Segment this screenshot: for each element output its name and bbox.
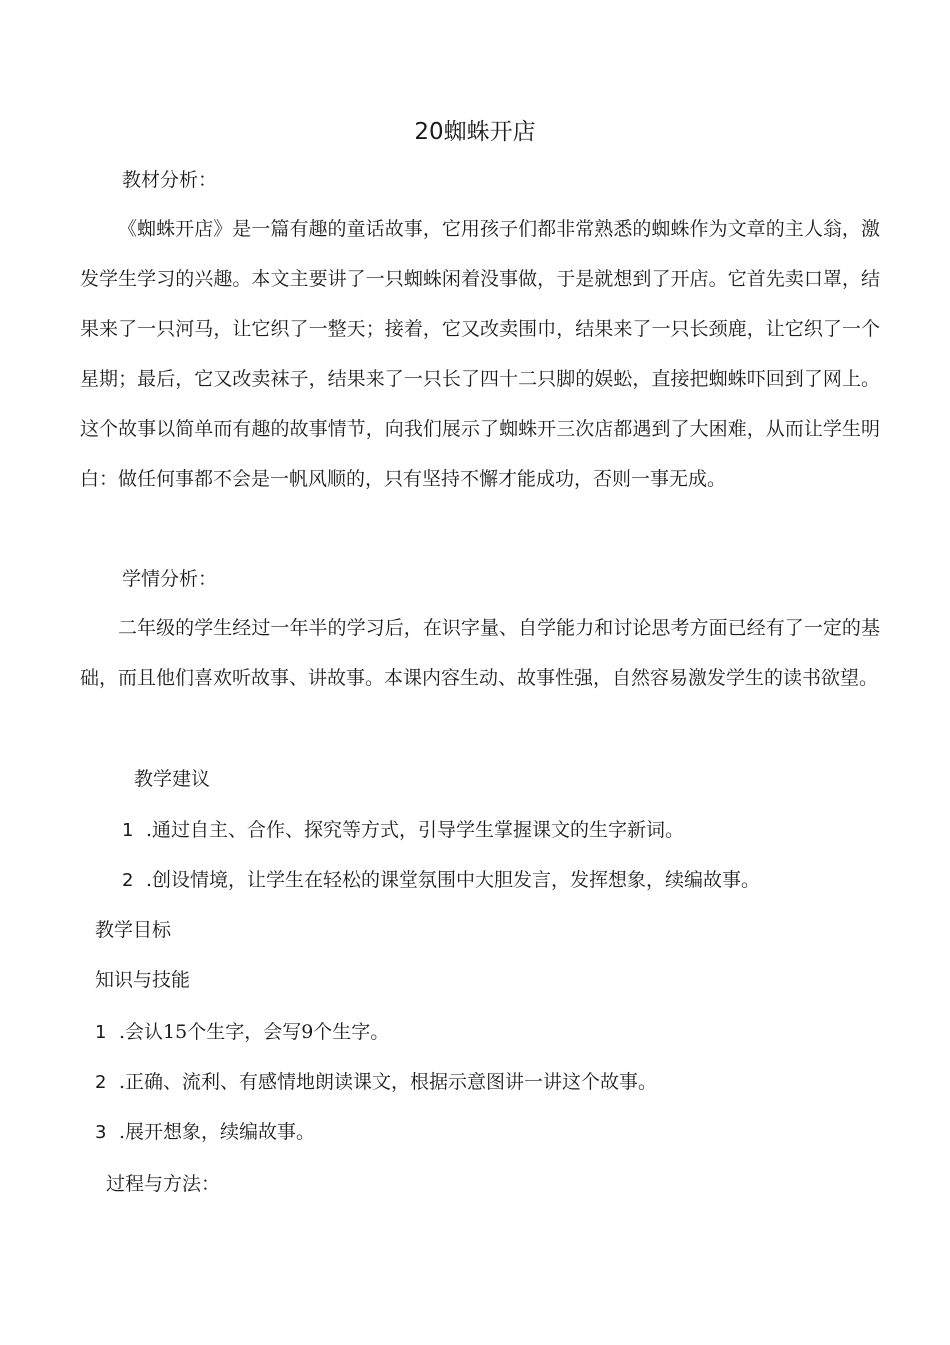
suggestion-item-number: 1: [122, 820, 134, 841]
suggestion-item-text: .创设情境，让学生在轻松的课堂氛围中大胆发言，发挥想象，续编故事。: [146, 869, 761, 891]
heading-knowledge-skills: 知识与技能: [95, 969, 191, 991]
suggestion-item-number: 2: [122, 870, 134, 891]
goal-item: [95, 1118, 315, 1147]
goal-item-number: 2: [95, 1072, 107, 1093]
goal-item-text: .会认15个生字，会写9个生字。: [119, 1021, 390, 1043]
goal-item: [95, 1018, 389, 1047]
goal-item-text: .正确、流利、有感情地朗读课文，根据示意图讲一讲这个故事。: [119, 1071, 658, 1093]
paragraph-material-analysis: 《蜘蛛开店》是一篇有趣的童话故事，它用孩子们都非常熟悉的蜘蛛作为文章的主人翁，激发学生学习的兴趣。本文主要讲了一只蜘蛛闲着没事做，于是就想到了开店。它首先卖口罩，结果来了一只河马，让它织了一整天；接着，它又改卖围巾，结果来了一只长颈鹿，让它织了一个星期；最后，它又改卖袜子，结果来了一只长了四十二只脚的娱蚣，直接把蜘蛛吓回到了网上。这个故事以简单而有趣的故事情节，向我们展示了蜘蛛开三次店都遇到了大困难，从而让学生明白：做任何事都不会是一帆风顺的，只有坚持不懈才能成功，否则一事无成。: [80, 218, 880, 490]
goal-item: [95, 1068, 657, 1097]
goal-item-number: 1: [95, 1022, 107, 1043]
suggestion-item: [122, 866, 760, 895]
heading-teaching-suggestions: 教学建议: [134, 768, 211, 790]
document-title: 20蜘蛛开店: [414, 119, 536, 145]
heading-student-analysis: 学情分析：: [122, 568, 218, 590]
suggestion-item-text: .通过自主、合作、探究等方式，引导学生掌握课文的生字新词。: [146, 819, 685, 841]
suggestion-item: [122, 816, 684, 845]
heading-teaching-goals: 教学目标: [95, 919, 172, 941]
heading-process-method: 过程与方法：: [106, 1173, 221, 1195]
paragraph-student-analysis: 二年级的学生经过一年半的学习后，在识字量、自学能力和讨论思考方面已经有了一定的基础，而且他们喜欢听故事、讲故事。本课内容生动、故事性强，自然容易激发学生的读书欲望。: [80, 617, 880, 689]
heading-material-analysis: 教材分析：: [122, 169, 218, 191]
goal-item-number: 3: [95, 1122, 107, 1143]
goal-item-text: .展开想象，续编故事。: [119, 1121, 316, 1143]
